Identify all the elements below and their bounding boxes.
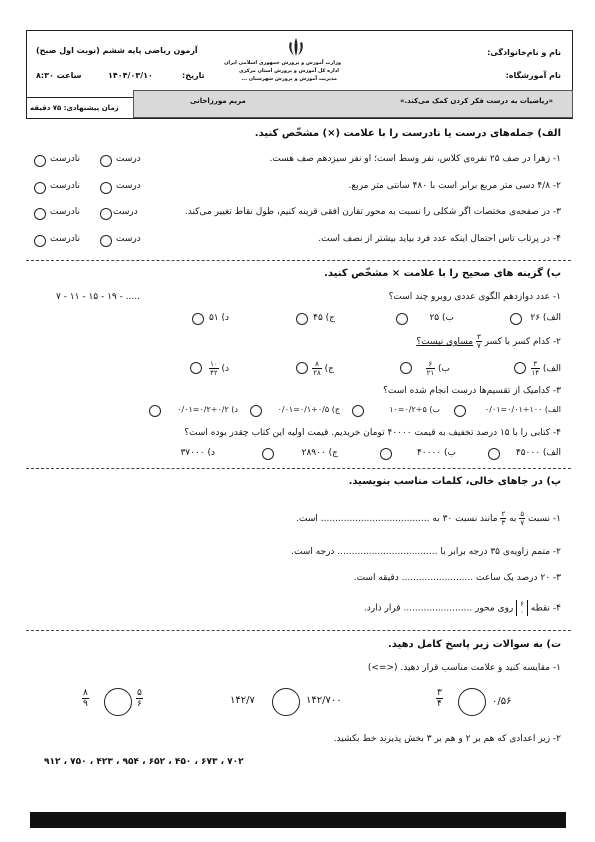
fill-q3: ۳- ۲۰ درصد یک ساعت ......................... دقیقه است. bbox=[353, 573, 561, 583]
mc-q2-opt-b: ب) $\frac{۶}{۲۱}$ bbox=[426, 360, 450, 377]
true-radio[interactable] bbox=[100, 182, 112, 194]
date-value: ۱۴۰۴/۰۳/۱۰ bbox=[108, 71, 153, 80]
section-d-title: ت) به سوالات زیر پاسخ کامل دهید. bbox=[387, 639, 561, 650]
mc-q4-radio-b[interactable] bbox=[380, 448, 392, 460]
divider bbox=[26, 260, 571, 261]
mc-q1-radio-a[interactable] bbox=[510, 313, 522, 325]
fill-q2: ۲- متمم زاویه‌ی ۳۵ درجه برابر با ................................... درجه است. bbox=[291, 547, 561, 557]
compare-2-slot[interactable] bbox=[272, 688, 300, 716]
section-a-title: الف) جمله‌های درست یا نادرست را با علامت (×) مشخّص کنید. bbox=[254, 128, 561, 139]
time-label: ساعت ۸:۳۰ bbox=[36, 71, 82, 80]
fill-q1-frac-2: $\frac{۲}{۳}$ bbox=[501, 510, 506, 527]
compare-3-right: ۸ ۹ bbox=[83, 688, 88, 709]
true-label: درست bbox=[113, 207, 138, 217]
date-label: تاریخ: bbox=[182, 71, 205, 80]
mc-q2-fraction: $\frac{۳}{۷}$ bbox=[476, 333, 481, 350]
compare-1-slot[interactable] bbox=[458, 688, 486, 716]
section-b-title: ب) گزینه های صحیح را با علامت × مشخّص کنید. bbox=[324, 268, 561, 279]
mc-q3-opt-b: ب) ۵÷۰/۲=۱۰ bbox=[389, 405, 440, 414]
true-label: درست bbox=[116, 154, 141, 164]
fill-q2-blank[interactable]: ................................... bbox=[337, 547, 438, 557]
mc-q3-opt-c: ج) ۰/۵÷۰/۱=۰/۰۱ bbox=[277, 405, 340, 414]
motto-quote: «ریاضیات به درست فکر کردن کمک می‌کند.» bbox=[399, 97, 553, 105]
mc-q2-radio-b[interactable] bbox=[400, 362, 412, 374]
mc-q4-radio-c[interactable] bbox=[262, 448, 274, 460]
mc-q4-text: ۴- کتابی را با ۱۵ درصد تخفیف به قیمت ۴۰۰۰۰ تومان خریدیم. قیمت اولیه این کتاب چقدر بوده است؟ bbox=[184, 428, 561, 438]
mc-q2-opt-d: د) $\frac{۱۰}{۴۲}$ bbox=[210, 360, 229, 377]
fill-q1-blank[interactable]: ...................................... bbox=[320, 514, 430, 524]
mc-q2-opt-c: ج) $\frac{۸}{۲۸}$ bbox=[313, 360, 334, 377]
fill-q4-blank[interactable]: ........................ bbox=[403, 603, 473, 614]
mc-q2-text-before: ۲- کدام کسر با کسر bbox=[484, 337, 561, 347]
fill-q3-blank[interactable]: ......................... bbox=[401, 573, 474, 583]
mc-q4-opt-d: د) ۳۷۰۰۰ bbox=[180, 448, 215, 458]
true-radio[interactable] bbox=[100, 155, 112, 167]
org-line-2: اداره کل آموزش و پرورش استان مرکزی bbox=[239, 68, 339, 74]
exam-title: آزمون ریاضی پایه ششم (نوبت اول صبح) bbox=[36, 46, 198, 55]
compare-3-slot[interactable] bbox=[104, 688, 132, 716]
tf-item-1: ۱- زهرا در صف ۲۵ نفره‌ی کلاس، نفر وسط است؛ او نفر سیزدهم صف هست. bbox=[269, 154, 561, 164]
footer-bar bbox=[30, 812, 566, 828]
section-c-title: پ) در جاهای خالی، کلمات مناسب بنویسید. bbox=[348, 476, 561, 487]
duration-label: زمان پیشنهادی: ۷۵ دقیقه bbox=[30, 104, 119, 112]
divider bbox=[26, 468, 571, 469]
mc-q4-opt-c: ج) ۲۸۹۰۰ bbox=[301, 448, 338, 458]
school-label: نام آموزشگاه: bbox=[505, 71, 561, 80]
mc-q3-opt-d: د) ۰/۲÷۰/۲=۰/۰۱ bbox=[177, 405, 238, 414]
iran-emblem-icon bbox=[285, 36, 307, 58]
false-radio[interactable] bbox=[34, 235, 46, 247]
org-line-3: مدیریت آموزش و پرورش شهرستان ... bbox=[241, 76, 337, 82]
divisibility-q-text: ۲- زیر اعدادی که هم بر ۲ و هم بر ۳ بخش پذیرند خط بکشید. bbox=[333, 734, 561, 744]
mc-q1-opt-a: الف) ۲۶ bbox=[530, 313, 561, 323]
mc-q2-text-after: مساوی نیست؟ bbox=[416, 337, 474, 347]
mc-q1-radio-b[interactable] bbox=[396, 313, 408, 325]
mc-q1-opt-b: ب) ۲۵ bbox=[429, 313, 454, 323]
false-label: نادرست bbox=[50, 181, 80, 191]
fill-q1-frac-1: $\frac{۵}{۷}$ bbox=[520, 510, 525, 527]
compare-3-left: ۵ ۶ bbox=[137, 688, 142, 709]
mc-q2-opt-a: الف) $\frac{۳}{۱۴}$ bbox=[531, 360, 561, 377]
name-label: نام و نام‌خانوادگی: bbox=[487, 48, 561, 57]
org-line-1: وزارت آموزش و پرورش جمهوری اسلامی ایران bbox=[224, 60, 341, 66]
mc-q2-text bbox=[416, 333, 561, 350]
divider bbox=[26, 630, 571, 631]
mc-q1-text: ۱- عدد دوازدهم الگوی عددی روبرو چند است؟ bbox=[388, 292, 561, 302]
mc-q1-opt-d: د) ۵۱ bbox=[208, 313, 229, 323]
true-radio[interactable] bbox=[100, 208, 112, 220]
compare-1-right: ۳ ۴ bbox=[437, 688, 442, 709]
tf-item-4: ۴- در پرتاب تاس احتمال اینکه عدد فرد بیاید بیشتر از نصف است. bbox=[318, 234, 561, 244]
teacher-name: مریم مورزاخانی bbox=[190, 97, 246, 105]
mc-q3-radio-a[interactable] bbox=[454, 405, 466, 417]
mc-q3-opt-a: الف) ۱۰۰÷۰/۰۱=۰/۰۱ bbox=[484, 405, 561, 414]
tf-item-3: ۳- در صفحه‌ی مختصات اگر شکلی را نسبت به محور تقارن افقی قرینه کنیم، طول نقاط تغییر می‌کند. bbox=[184, 207, 561, 217]
compare-q-text: ۱- مقایسه کنید و علامت مناسب قرار دهید. (<=>) bbox=[367, 663, 561, 673]
mc-q1-radio-c[interactable] bbox=[296, 313, 308, 325]
false-label: نادرست bbox=[50, 207, 80, 217]
tf-item-2: ۲- ۴/۸ دسی متر مربع برابر است با ۴۸۰ سانتی متر مربع. bbox=[348, 181, 561, 191]
mc-q2-radio-c[interactable] bbox=[296, 362, 308, 374]
compare-2-left: ۱۴۲/۷۰۰ bbox=[306, 695, 342, 706]
fill-q1: ۱- نسبت $\frac{۵}{۷}$ به $\frac{۲}{۳}$ مانند نسبت ۳۰ به ...................................... است. bbox=[296, 510, 561, 527]
mc-q3-radio-b[interactable] bbox=[352, 405, 364, 417]
mc-q1-radio-d[interactable] bbox=[192, 313, 204, 325]
false-label: نادرست bbox=[50, 154, 80, 164]
mc-q4-opt-b: ب) ۴۰۰۰۰ bbox=[416, 448, 456, 458]
mc-q4-opt-a: الف) ۴۵۰۰۰ bbox=[515, 448, 561, 458]
mc-q4-radio-a[interactable] bbox=[488, 448, 500, 460]
mc-q2-radio-d[interactable] bbox=[190, 362, 202, 374]
mc-q3-radio-c[interactable] bbox=[250, 405, 262, 417]
false-radio[interactable] bbox=[34, 208, 46, 220]
mc-q3-radio-d[interactable] bbox=[149, 405, 161, 417]
true-label: درست bbox=[116, 234, 141, 244]
mc-q1-sequence: ۷ - ۱۱ - ۱۵ - ۱۹ - ..... bbox=[56, 292, 141, 302]
true-label: درست bbox=[116, 181, 141, 191]
false-label: نادرست bbox=[50, 234, 80, 244]
mc-q2-radio-a[interactable] bbox=[514, 362, 526, 374]
coordinate-matrix: ۶ ۰ bbox=[516, 600, 528, 616]
compare-1-left: ۰/۵۶ bbox=[492, 696, 512, 707]
compare-2-right: ۱۴۲/۷ bbox=[230, 695, 255, 706]
fill-q4: ۴- نقطه ۶ ۰ روی محور ........................ قرار دارد. bbox=[363, 600, 561, 616]
divisibility-numbers[interactable]: ۹۱۲ ، ۷۵۰ ، ۴۲۳ ، ۹۵۴ ، ۶۵۲ ، ۴۵۰ ، ۶۷۳ ، ۷۰۲ bbox=[44, 757, 244, 767]
mc-q3-text: ۳- کدامیک از تقسیم‌ها درست انجام شده است؟ bbox=[383, 386, 561, 396]
mc-q1-opt-c: ج) ۴۵ bbox=[313, 313, 335, 323]
true-radio[interactable] bbox=[100, 235, 112, 247]
false-radio[interactable] bbox=[34, 182, 46, 194]
false-radio[interactable] bbox=[34, 155, 46, 167]
